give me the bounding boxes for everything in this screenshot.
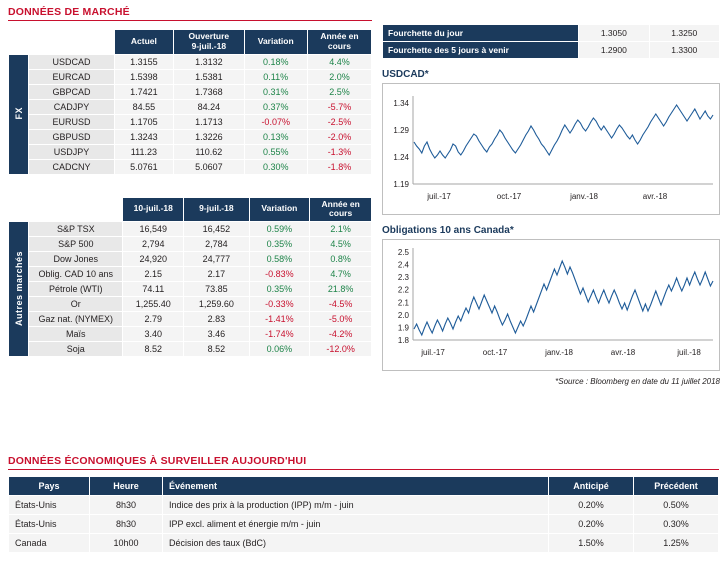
- fx-variation: 0.30%: [244, 159, 307, 174]
- markets-c2: 8.52: [184, 342, 249, 357]
- range-high-day: 1.3250: [649, 25, 719, 42]
- markets-c1: 8.52: [123, 342, 184, 357]
- table-row: [9, 129, 372, 144]
- fx-row-label: USDJPY: [29, 144, 114, 159]
- table-row: [9, 496, 719, 515]
- bonds-xtick-1: oct.-17: [482, 348, 508, 357]
- fx-row-label: CADCNY: [29, 159, 114, 174]
- econ-evenement: Décision des taux (BdC): [163, 534, 549, 553]
- fx-table: [8, 29, 372, 175]
- fx-ouverture: 110.62: [174, 144, 244, 159]
- fx-ouverture: 1.5381: [174, 69, 244, 84]
- bonds-xtick-2: janv.-18: [545, 348, 573, 357]
- bonds-xtick-0: juil.-17: [421, 348, 445, 357]
- econ-header-precedent: Précédent: [634, 477, 719, 496]
- bonds-ytick-4: 2.2: [397, 285, 409, 295]
- fx-actuel: 1.3155: [114, 54, 174, 69]
- usdcad-chart: [382, 83, 720, 215]
- markets-corner-blank: [9, 197, 29, 222]
- table-row: [9, 114, 372, 129]
- market-data-rule: [8, 20, 372, 21]
- econ-precedent: 1.25%: [634, 534, 719, 553]
- markets-header-ytd: Année en cours: [310, 197, 372, 222]
- econ-data-title: DONNÉES ÉCONOMIQUES À SURVEILLER AUJOURD'HUI: [8, 455, 307, 467]
- source-note: *Source : Bloomberg en date du 11 juillet 2018: [555, 377, 720, 386]
- usdcad-chart-svg: [383, 84, 719, 214]
- fx-header-variation: Variation: [244, 30, 307, 55]
- econ-heure: 8h30: [90, 515, 163, 534]
- markets-c2: 1,259.60: [184, 297, 249, 312]
- markets-variation: 0.58%: [249, 252, 310, 267]
- markets-c1: 2.15: [123, 267, 184, 282]
- fx-ytd: -2.5%: [307, 114, 371, 129]
- markets-ytd: 21.8%: [310, 282, 372, 297]
- usdcad-xtick-1: oct.-17: [496, 192, 522, 201]
- fx-side-label: FX: [9, 54, 29, 174]
- fx-variation: 0.31%: [244, 84, 307, 99]
- bonds-chart-title: Obligations 10 ans Canada*: [382, 225, 514, 236]
- markets-c1: 16,549: [123, 222, 184, 237]
- table-row: [9, 144, 372, 159]
- fx-header-ouverture: Ouverture 9-juil.-18: [174, 30, 244, 55]
- fx-row-label: USDCAD: [29, 54, 114, 69]
- usdcad-ytick-2: 1.29: [393, 126, 409, 135]
- table-row: [9, 515, 719, 534]
- markets-row-label: Gaz nat. (NYMEX): [29, 312, 123, 327]
- fx-ouverture: 1.3132: [174, 54, 244, 69]
- markets-side-label: Autres marchés: [9, 222, 29, 357]
- fx-ytd: 2.5%: [307, 84, 371, 99]
- fx-variation: 0.11%: [244, 69, 307, 84]
- econ-pays: États-Unis: [9, 496, 90, 515]
- fx-ouverture: 1.7368: [174, 84, 244, 99]
- fx-ytd: -2.0%: [307, 129, 371, 144]
- bonds-xtick-4: juil.-18: [677, 348, 701, 357]
- markets-table-header-row: [9, 197, 372, 222]
- markets-c2: 16,452: [184, 222, 249, 237]
- usdcad-xtick-2: janv.-18: [570, 192, 598, 201]
- markets-corner-blank-2: [29, 197, 123, 222]
- markets-c2: 73.85: [184, 282, 249, 297]
- usdcad-ytick-3: 1.34: [393, 99, 409, 108]
- fx-ytd: -5.7%: [307, 99, 371, 114]
- fx-actuel: 84.55: [114, 99, 174, 114]
- econ-evenement: Indice des prix à la production (IPP) m/m - juin: [163, 496, 549, 515]
- fx-table-header-row: [9, 30, 372, 55]
- markets-c1: 1,255.40: [123, 297, 184, 312]
- econ-data-rule: [8, 469, 719, 470]
- markets-row-label: S&P 500: [29, 237, 123, 252]
- table-row: [9, 84, 372, 99]
- markets-row-label: Maïs: [29, 327, 123, 342]
- fx-ouverture: 84.24: [174, 99, 244, 114]
- markets-variation: -0.83%: [249, 267, 310, 282]
- markets-row-label: S&P TSX: [29, 222, 123, 237]
- markets-c2: 2.17: [184, 267, 249, 282]
- table-row: [9, 282, 372, 297]
- fx-header-actuel: Actuel: [114, 30, 174, 55]
- fx-row-label: EURCAD: [29, 69, 114, 84]
- markets-ytd: -12.0%: [310, 342, 372, 357]
- table-row: [9, 342, 372, 357]
- markets-ytd: 4.5%: [310, 237, 372, 252]
- bonds-ytick-2: 2.0: [397, 310, 409, 320]
- fx-corner-blank-2: [29, 30, 114, 55]
- usdcad-chart-title: USDCAD*: [382, 69, 429, 80]
- bonds-ytick-1: 1.9: [397, 323, 409, 333]
- econ-anticipe: 0.20%: [549, 496, 634, 515]
- range-low-day: 1.3050: [579, 25, 649, 42]
- markets-ytd: 0.8%: [310, 252, 372, 267]
- bonds-chart-svg: [383, 240, 719, 370]
- fx-ytd: -1.3%: [307, 144, 371, 159]
- markets-c1: 74.11: [123, 282, 184, 297]
- fx-row-label: GBPCAD: [29, 84, 114, 99]
- table-row: [9, 327, 372, 342]
- markets-header-date2: 9-juil.-18: [184, 197, 249, 222]
- bonds-ytick-7: 2.5: [397, 248, 409, 257]
- markets-row-label: Soja: [29, 342, 123, 357]
- markets-ytd: -4.2%: [310, 327, 372, 342]
- bonds-ytick-5: 2.3: [397, 273, 409, 283]
- bonds-chart: [382, 239, 720, 371]
- markets-row-label: Pétrole (WTI): [29, 282, 123, 297]
- markets-variation: -0.33%: [249, 297, 310, 312]
- fx-variation: 0.13%: [244, 129, 307, 144]
- range-low-5day: 1.2900: [579, 42, 649, 59]
- table-row: [9, 534, 719, 553]
- table-row: [9, 237, 372, 252]
- fx-row-label: CADJPY: [29, 99, 114, 114]
- fx-ouverture: 5.0607: [174, 159, 244, 174]
- markets-variation: -1.41%: [249, 312, 310, 327]
- table-row: [9, 297, 372, 312]
- markets-row-label: Dow Jones: [29, 252, 123, 267]
- fx-actuel: 5.0761: [114, 159, 174, 174]
- range-table: [382, 24, 720, 59]
- table-row: [9, 159, 372, 174]
- econ-heure: 10h00: [90, 534, 163, 553]
- markets-ytd: 2.1%: [310, 222, 372, 237]
- econ-table-header-row: [9, 477, 719, 496]
- range-high-5day: 1.3300: [649, 42, 719, 59]
- table-row: [9, 222, 372, 237]
- range-label-5day: Fourchette des 5 jours à venir: [383, 42, 579, 59]
- usdcad-ytick-1: 1.24: [393, 153, 409, 162]
- table-row: [9, 99, 372, 114]
- econ-header-anticipe: Anticipé: [549, 477, 634, 496]
- econ-pays: États-Unis: [9, 515, 90, 534]
- markets-row-label: Oblig. CAD 10 ans: [29, 267, 123, 282]
- usdcad-ytick-0: 1.19: [393, 180, 409, 189]
- fx-variation: 0.55%: [244, 144, 307, 159]
- markets-c1: 2,794: [123, 237, 184, 252]
- table-row: [9, 252, 372, 267]
- fx-variation: -0.07%: [244, 114, 307, 129]
- markets-ytd: -4.5%: [310, 297, 372, 312]
- econ-precedent: 0.50%: [634, 496, 719, 515]
- markets-variation: 0.35%: [249, 237, 310, 252]
- econ-header-evenement: Événement: [163, 477, 549, 496]
- econ-evenement: IPP excl. aliment et énergie m/m - juin: [163, 515, 549, 534]
- markets-c1: 24,920: [123, 252, 184, 267]
- bonds-ytick-6: 2.4: [397, 260, 409, 270]
- fx-ouverture: 1.1713: [174, 114, 244, 129]
- fx-header-ytd: Année en cours: [307, 30, 371, 55]
- markets-variation: -1.74%: [249, 327, 310, 342]
- usdcad-xtick-3: avr.-18: [642, 192, 668, 201]
- fx-ytd: 2.0%: [307, 69, 371, 84]
- table-row: [9, 312, 372, 327]
- fx-ytd: -1.8%: [307, 159, 371, 174]
- markets-c2: 24,777: [184, 252, 249, 267]
- range-label-day: Fourchette du jour: [383, 25, 579, 42]
- econ-heure: 8h30: [90, 496, 163, 515]
- table-row: [9, 69, 372, 84]
- bonds-series-line: [414, 261, 713, 335]
- econ-header-pays: Pays: [9, 477, 90, 496]
- market-data-title: DONNÉES DE MARCHÉ: [8, 6, 130, 18]
- bonds-xtick-3: avr.-18: [610, 348, 636, 357]
- usdcad-series-line: [414, 105, 713, 158]
- markets-table: [8, 197, 372, 358]
- econ-anticipe: 0.20%: [549, 515, 634, 534]
- markets-row-label: Or: [29, 297, 123, 312]
- markets-c2: 3.46: [184, 327, 249, 342]
- markets-variation: 0.59%: [249, 222, 310, 237]
- fx-ouverture: 1.3226: [174, 129, 244, 144]
- markets-c2: 2,784: [184, 237, 249, 252]
- markets-variation: 0.06%: [249, 342, 310, 357]
- markets-ytd: -5.0%: [310, 312, 372, 327]
- markets-variation: 0.35%: [249, 282, 310, 297]
- table-row: [383, 25, 720, 42]
- markets-c1: 2.79: [123, 312, 184, 327]
- fx-variation: 0.37%: [244, 99, 307, 114]
- fx-row-label: EURUSD: [29, 114, 114, 129]
- table-row: [383, 42, 720, 59]
- fx-actuel: 1.3243: [114, 129, 174, 144]
- econ-anticipe: 1.50%: [549, 534, 634, 553]
- econ-header-heure: Heure: [90, 477, 163, 496]
- fx-actuel: 1.1705: [114, 114, 174, 129]
- fx-variation: 0.18%: [244, 54, 307, 69]
- econ-precedent: 0.30%: [634, 515, 719, 534]
- bonds-ytick-3: 2.1: [397, 298, 409, 308]
- table-row: [9, 54, 372, 69]
- econ-table: [8, 476, 719, 553]
- markets-header-date1: 10-juil.-18: [123, 197, 184, 222]
- markets-c1: 3.40: [123, 327, 184, 342]
- fx-actuel: 111.23: [114, 144, 174, 159]
- fx-actuel: 1.5398: [114, 69, 174, 84]
- markets-c2: 2.83: [184, 312, 249, 327]
- fx-row-label: GBPUSD: [29, 129, 114, 144]
- bonds-ytick-0: 1.8: [397, 336, 409, 345]
- fx-corner-blank: [9, 30, 29, 55]
- fx-ytd: 4.4%: [307, 54, 371, 69]
- fx-actuel: 1.7421: [114, 84, 174, 99]
- markets-ytd: 4.7%: [310, 267, 372, 282]
- table-row: [9, 267, 372, 282]
- usdcad-xtick-0: juil.-17: [427, 192, 451, 201]
- markets-header-variation: Variation: [249, 197, 310, 222]
- econ-pays: Canada: [9, 534, 90, 553]
